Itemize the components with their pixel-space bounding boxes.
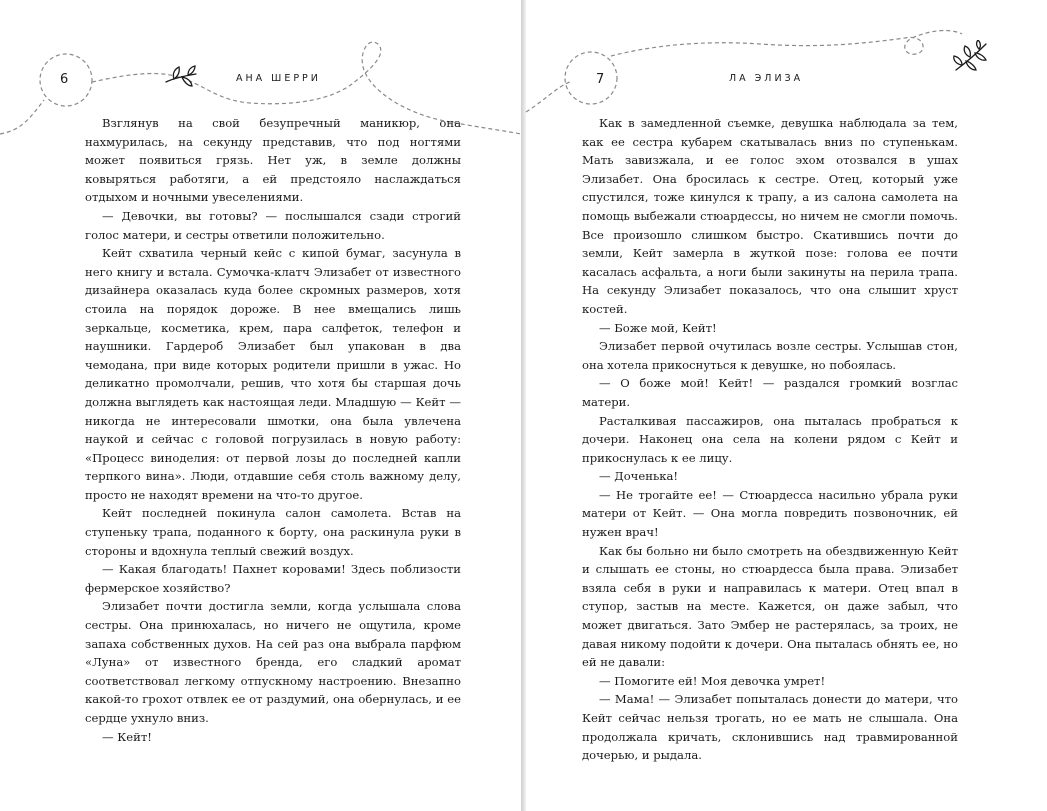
page-number-right: 7 [596,72,605,87]
paragraph: — Мама! — Элизабет попыталась донести до матери, что Кейт сейчас нельзя трогать, но ее мать не слышала. Она продолжала кричать, склонившись над травмированной дочерью, и рыдала. [582,692,958,763]
right-page-body [582,114,958,765]
paragraph: Расталкивая пассажиров, она пыталась пробраться к дочери. Наконец она села на колени рядом с Кейт и прикоснулась к ее лицу. [582,413,958,465]
paragraph: Кейт последней покинула салон самолета. Встав на ступеньку трапа, поданного к борту, она раскинула руки в стороны и вдохнула теплый свежий воздух. [85,506,461,558]
paragraph: Элизабет первой очутилась возле сестры. Услышав стон, она хотела прикоснуться к девушке, но побоялась. [582,339,958,372]
paragraph: — О боже мой! Кейт! — раздался громкий возглас матери. [582,376,958,409]
paragraph: — Какая благодать! Пахнет коровами! Здесь поблизости фермерское хозяйство? [85,562,461,595]
paragraph: — Не трогайте ее! — Стюардесса насильно убрала руки матери от Кейт. — Она могла повредить позвоночник, ей нужен врач! [582,487,958,540]
sprig-icon-right [950,40,992,76]
paragraph: — Кейт! [102,729,152,744]
running-head-author: АНА ШЕРРИ [236,73,321,84]
paragraph: — Доченька! [599,469,679,484]
page-number-left: 6 [60,72,69,87]
paragraph: Как бы больно ни было смотреть на обездвиженную Кейт и слышать ее стоны, но стюардесса была права. Элизабет взяла себя в руки и направилась к матери. Отец впал в ступор, застыв на месте. Кажется, он даже забыл, что может двигаться. Зато Эмбер не растерялась, за троих, не давая никому подойти к дочери. Она пыталась обнять ее, но ей не давали: [582,543,958,670]
running-head-title: ЛА ЭЛИЗА [729,73,804,84]
paragraph: — Боже мой, Кейт! [599,320,717,335]
paragraph: — Помогите ей! Моя девочка умрет! [599,673,826,688]
paragraph: — Девочки, вы готовы? — послышался сзади строгий голос матери, и сестры ответили положительно. [85,208,461,242]
left-page-body [85,114,461,746]
paragraph: Элизабет почти достигла земли, когда услышала слова сестры. Она принюхалась, но ничего не ощутила, кроме запаха собственных духов. На сей раз она выбрала парфюм «Луна» от известного бренда, его сладкий аромат соответствовал легкому отпускному настроению. Внезапно какой-то грохот отвлек ее от раздумий, она обернулась, и ее сердце ухнуло вниз. [85,599,461,725]
paragraph: Взглянув на свой безупречный маникюр, она нахмурилась, на секунду представив, что под ногтями может появиться грязь. Нет уж, в земле должны ковыряться работяги, а ей предстояло наслаждаться отдыхом и ночными увеселениями. [85,116,461,205]
sprig-icon-left [162,64,202,92]
paragraph: Как в замедленной съемке, девушка наблюдала за тем, как ее сестра кубарем скатывалась вниз по ступенькам. Мать завизжала, и ее голос эхом отозвался в ушах Элизабет. Она бросилась к сестре. Отец, который уже спустился, тоже кинулся к трапу, а из салона самолета на помощь выбежали стюардессы, но ничем не смогли помочь. Все произошло слишком быстро. Скатившись почти до земли, Кейт замерла в жуткой позе: голова ее почти касалась асфальта, а ноги были закинуты на перила трапа. На секунду Элизабет показалось, что она слышит хруст костей. [582,116,958,316]
paragraph: Кейт схватила черный кейс с кипой бумаг, засунула в него книгу и встала. Сумочка-клатч Элизабет от известного дизайнера оказалась куда более скромных размеров, хотя стоила на порядок дороже. В нее вмещались лишь зеркальце, косметика, крем, пара салфеток, телефон и наушники. Гардероб Элизабет был упакован в два чемодана, при виде которых родители пришли в ужас. Но деликатно промолчали, решив, что хотя бы старшая дочь должна выглядеть как настоящая леди. Младшую — Кейт — никогда не интересовали шмотки, она была увлечена наукой и сейчас с головой погрузилась в новую работу: «Процесс виноделия: от первой лозы до последней капли терпкого вина». Люди, отдавшие себя столь важному делу, просто не находят времени на что-то другое. [85,246,461,502]
